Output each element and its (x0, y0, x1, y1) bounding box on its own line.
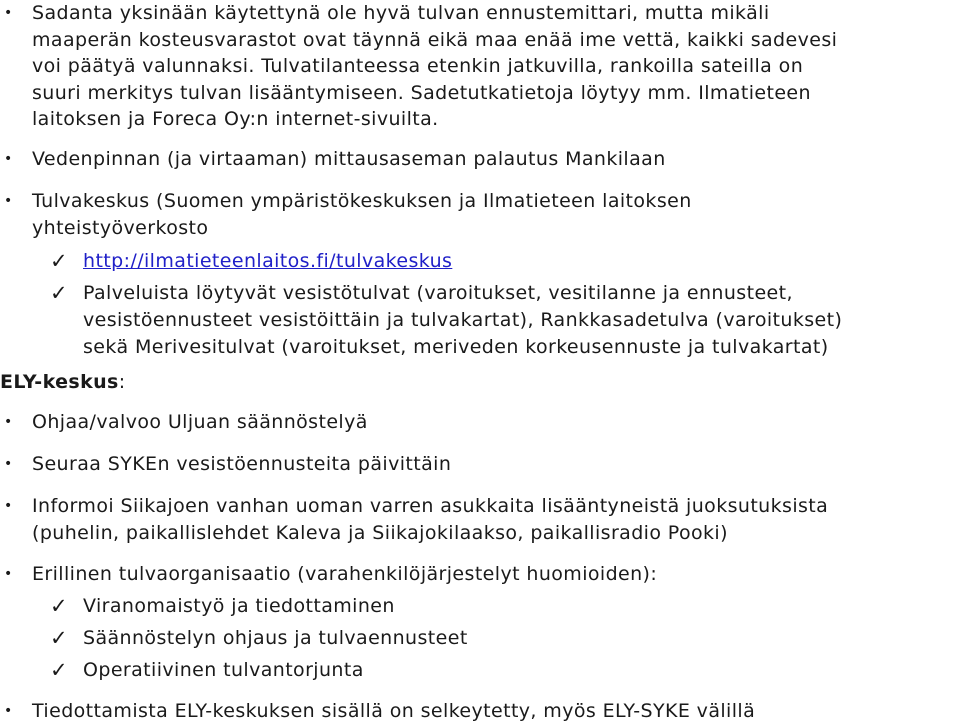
subitem-viranomaistyo (50, 593, 951, 620)
check-icon: ✓ (50, 249, 68, 273)
bullet-seuraa (0, 451, 951, 478)
subitem-text: Operatiivinen tulvantorjunta (83, 659, 364, 681)
bullet-text (32, 188, 951, 241)
bullet-text: Ohjaa/valvoo Uljuan säännöstelyä (32, 411, 368, 433)
bullet-tiedottamista (0, 698, 951, 725)
subitem-link (50, 248, 951, 275)
check-icon: ✓ (50, 594, 68, 618)
subitem-text (83, 248, 951, 275)
check-icon: ✓ (50, 626, 68, 650)
text-line: sekä Merivesitulvat (varoitukset, meriveden korkeusennuste ja tulvakartat) (83, 336, 829, 358)
bullet-dot: • (4, 193, 13, 209)
bullet-text: Tiedottamista ELY-keskuksen sisällä on selkeytetty, myös ELY-SYKE välillä (32, 700, 756, 722)
text-line: yhteistyöverkosto (32, 216, 209, 239)
bullet-dot: • (4, 456, 13, 472)
bullet-sadanta (0, 0, 951, 133)
text-line: laitoksen ja Foreca Oy:n internet-sivuilta. (32, 108, 439, 130)
text-line: Informoi Siikajoen vanhan uoman varren asukkaita lisääntyneistä juoksutuksista (32, 495, 829, 517)
check-icon: ✓ (50, 658, 68, 682)
ely-heading (0, 368, 126, 396)
ely-heading-text: ELY-keskus (0, 371, 119, 393)
bullet-tulvakeskus (0, 188, 951, 241)
bullet-ohjaa (0, 409, 951, 436)
bullet-text: Vedenpinnan (ja virtaaman) mittausaseman palautus Mankilaan (32, 148, 666, 170)
subitem-palveluista (50, 280, 951, 361)
text-line: suuri merkitys tulvan lisääntymiseen. Sadetutkatietoja löytyy mm. Ilmatieteen (32, 81, 811, 104)
text-line: Tulvakeskus (Suomen ympäristökeskuksen ja Ilmatieteen laitoksen (32, 190, 692, 212)
text-line: vesistöennusteet vesistöittäin ja tulvakartat), Rankkasadetulva (varoitukset) (83, 309, 843, 331)
bullet-dot: • (4, 703, 13, 719)
text-line: voi päätyä valunnaksi. Tulvatilanteessa etenkin jatkuvilla, rankoilla sateilla on (32, 55, 804, 77)
subitem-saannostely (50, 625, 951, 652)
bullet-text (32, 0, 951, 133)
check-icon: ✓ (50, 281, 68, 305)
ely-heading-colon: : (118, 371, 126, 393)
subitem-text: Säännöstelyn ohjaus ja tulvaennusteet (83, 627, 468, 649)
bullet-dot: • (4, 151, 13, 167)
bullet-informoi (0, 493, 951, 546)
bullet-erillinen (0, 561, 951, 588)
text-line: Sadanta yksinään käytettynä ole hyvä tulvan ennustemittari, mutta mikäli (32, 2, 770, 24)
subitem-text: Viranomaistyö ja tiedottaminen (83, 595, 395, 617)
subitem-operatiivinen (50, 657, 951, 684)
bullet-text: Erillinen tulvaorganisaatio (varahenkilöjärjestelyt huomioiden): (32, 563, 658, 585)
bullet-text (32, 493, 951, 546)
text-line: Palveluista löytyvät vesistötulvat (varoitukset, vesitilanne ja ennusteet, (83, 282, 793, 304)
bullet-dot: • (4, 5, 13, 21)
text-line: (puhelin, paikallislehdet Kaleva ja Siikajokilaakso, paikallisradio Pooki) (32, 521, 728, 544)
bullet-dot: • (4, 498, 13, 514)
text-line: maaperän kosteusvarastot ovat täynnä eikä maa enää ime vettä, kaikki sadevesi (32, 28, 838, 51)
bullet-text: Seuraa SYKEn vesistöennusteita päivittäin (32, 453, 452, 475)
bullet-dot: • (4, 566, 13, 582)
tulvakeskus-link[interactable]: http://ilmatieteenlaitos.fi/tulvakeskus (83, 250, 453, 272)
bullet-dot: • (4, 414, 13, 430)
subitem-text (83, 280, 951, 361)
bullet-vedenpinnan (0, 146, 951, 173)
